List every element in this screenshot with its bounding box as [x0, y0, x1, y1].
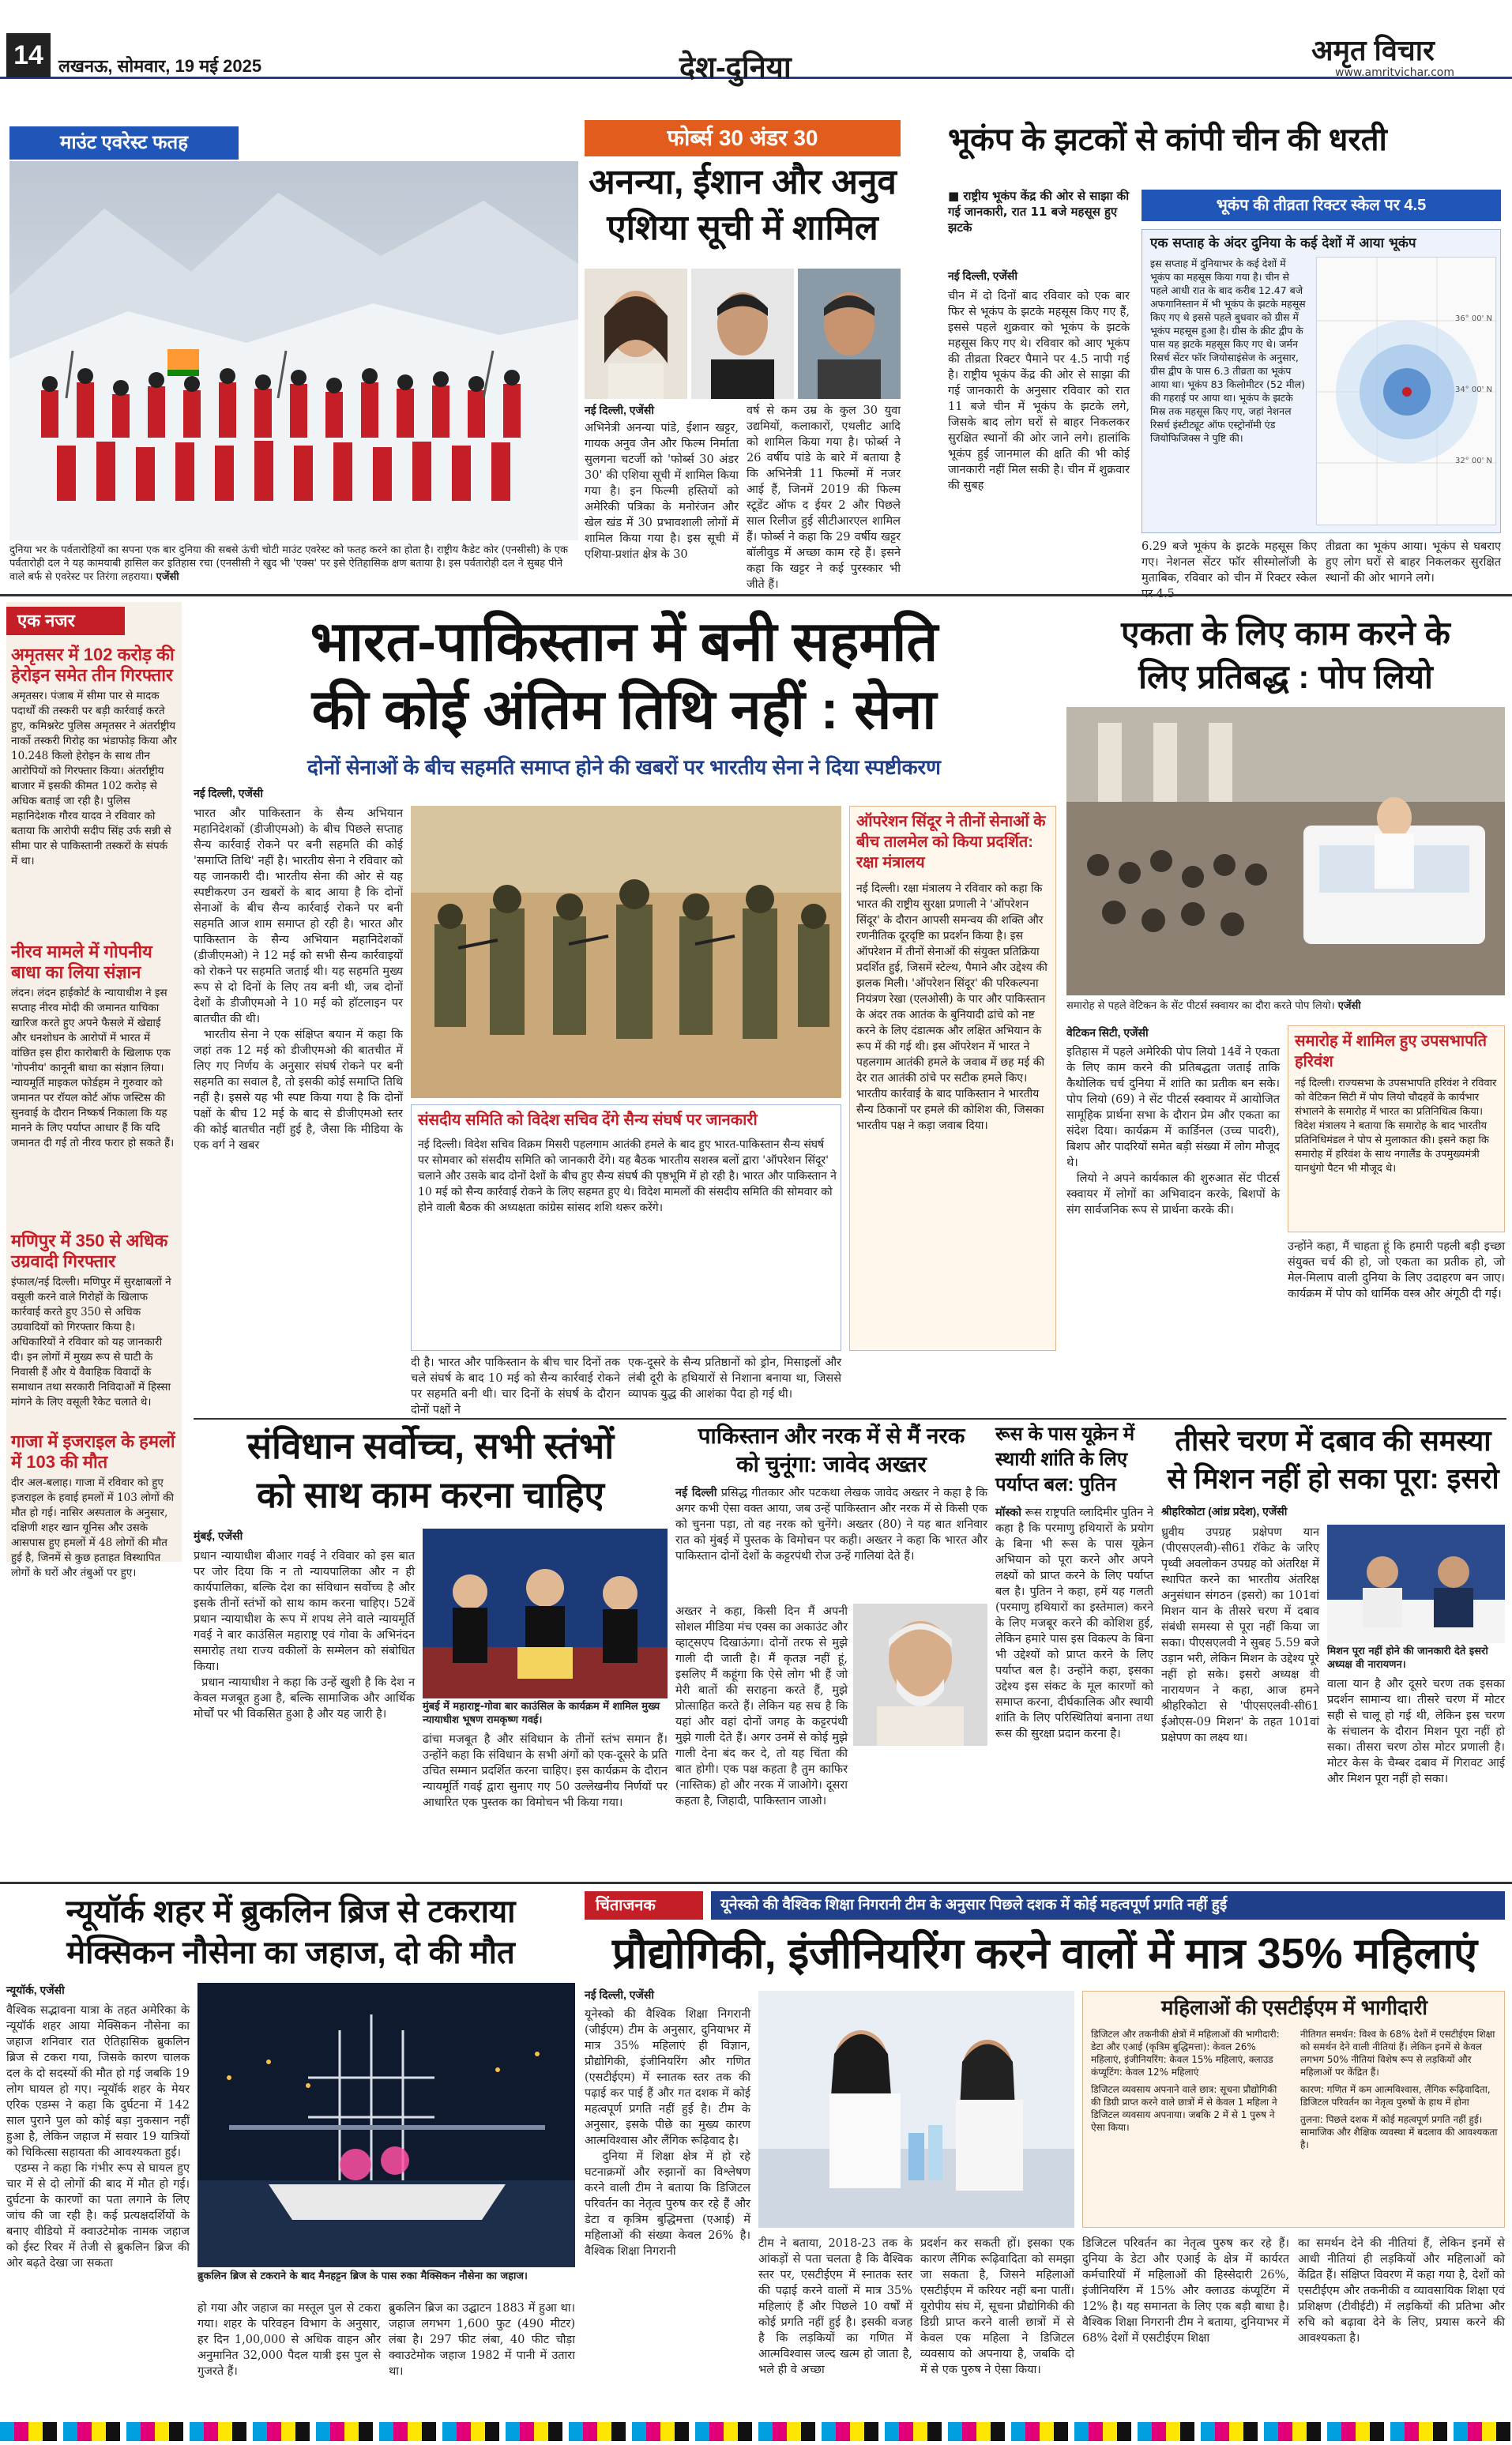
- stem-box-item-1: डिजिटल और तकनीकी क्षेत्रों में महिलाओं की भागीदारी: डेटा और एआई (कृत्रिम बुद्धिमत्ता): केवल 26% महिलाएं, इंजीनियरिंग: केवल 15% महिलाएं, क्लाउड कंप्यूटिंग: केवल 12% महिलाएं: [1091, 2029, 1280, 2078]
- brooklyn-byline: न्यूयॉर्क, एजेंसी: [6, 1984, 65, 1996]
- masthead: [0, 0, 1512, 85]
- isro-headline-2: से मिशन नहीं हो सका पूरा: इसरो: [1167, 1462, 1499, 1495]
- constitution-headline-2: को साथ काम करना चाहिए: [256, 1474, 604, 1515]
- quake-map: [1316, 257, 1496, 525]
- stem-tag: चिंताजनक: [585, 1891, 703, 1920]
- section-title: देश-दुनिया: [679, 51, 792, 85]
- forbes-photos: [585, 269, 901, 399]
- stem-box-item-2: डिजिटल व्यवसाय अपनाने वाले छात्र: सूचना प्रौद्योगिकी की डिग्री प्राप्त करने वाले छात्रों में से केवल 1 महिला ने डिजिटल व्यवसाय अपनाया। जबकि 2 में से 1 पुरुष ने ऐसा किया।: [1091, 2084, 1277, 2133]
- brief-body-4: दीर अल-बलाह। गाजा में रविवार को हुए इजराइल के हवाई हमलों में 103 लोगों की मौत हो गई। नासिर अस्पताल के अनुसार, दक्षिणी शहर खान यूनिस और उसके आसपास हुए हमलों में 48 लोगों की मौत हुई है, जिनमें से कुछ हताहत विस्थापित लोगों के घरों और तंबुओं पर हुए।: [11, 1476, 178, 1579]
- constitution-col-2: ढांचा मजबूत है और संविधान के तीनों स्तंभ समान हैं। उन्होंने कहा कि संविधान के सभी अंगों को एक-दूसरे के प्रति उचित सम्मान प्रदर्शित करना चाहिए। इस कार्यक्रम के दौरान न्यायमूर्ति गवई द्वारा सुनाए गए 50 उल्लेखनीय निर्णयों पर आधारित एक पुस्तक का विमोचन भी किया गया।: [423, 1733, 671, 1809]
- op-body: नई दिल्ली। रक्षा मंत्रालय ने रविवार को कहा कि भारत की राष्ट्रीय सुरक्षा प्रणाली ने 'ऑपरेशन सिंदूर' के दौरान आपसी समन्वय की शक्ति और रणनीतिक दूरदृष्टि का प्रदर्शन किया है। इस ऑपरेशन में तीनों सेनाओं की संयुक्त प्रतिक्रिया प्रदर्शित हुई, जिसमें स्टेल्थ, पैमाने और उद्देश्य की झलक मिली। 'ऑपरेशन सिंदूर' की परिकल्पना नियंत्रण रेखा (एलओसी) के पार और पाकिस्तान के अंदर तक आतंक के बुनियादी ढांचे को नष्ट करने के लिए दंडात्मक और लक्षित अभियान के रूप में की गई थी। इस ऑपरेशन में भारत ने पहलगाम आतंकी हमले के जवाब में छह मई की देर रात आतंकी ठांचे पर सटीक हमले किए। भारतीय कार्रवाई के बाद पाकिस्तान ने भारतीय सैन्य ठिकानों पर हमले की कोशिश की, जिसका भारतीय पक्ष ने कड़ा जवाब दिया।: [856, 882, 1051, 1132]
- quake-col-3: तीव्रता का भूकंप आया। भूकंप से घबराए हुए लोग घरों से बाहर निकलकर सुरक्षित स्थानों की ओर भागने लगे।: [1326, 540, 1505, 585]
- quake-box: [1142, 229, 1501, 533]
- akhtar-headline-1: पाकिस्तान और नरक में से मैं नरक: [698, 1424, 965, 1448]
- forbes-byline: नई दिल्ली, एजेंसी: [585, 404, 655, 416]
- stem-col-2: टीम ने बताया, 2018-23 तक के आंकड़ों से पता चलता है कि वैश्विक स्तर पर, एसटीईएम में स्नातक स्तर की पढ़ाई करने वालों में मात्र 35% महिलाएं हैं और पिछले 10 वर्षों में कोई प्रगति नहीं हुई है। इसकी वजह है कि लड़कियों का गणित में आत्मविश्वास जल्द खत्म हो जाता है, भले ही वे अच्छा: [758, 2237, 916, 2376]
- forbes-col-2: वर्ष से कम उम्र के कुल 30 युवा उद्यमियों, कलाकारों, एथलीट आदि को शामिल किया गया है। फोर्ब्स ने 26 वर्षीय पांडे के बारे में बताया है कि अभिनेत्री 11 फिल्मों में नजर आई हैं, जिनमें 2019 की फिल्म स्टूडेंट ऑफ द ईयर 2 और पिछले साल रिलीज हुई सीटीआरएल शामिल हैं। फोर्ब्स ने कहा कि 29 वर्षीय खट्टर बॉलीवुड में अच्छा काम रहे हैं। इसने कहा कि खट्टर ने कई पुरस्कार भी जीते हैं।: [747, 404, 905, 591]
- brooklyn-headline-2: मेक्सिकन नौसेना का जहाज, दो की मौत: [66, 1935, 515, 1970]
- putin-col-text: रूस राष्ट्रपति व्लादिमीर पुतिन ने कहा है कि परमाणु हथियारों के प्रयोग के बिना भी रूस के पास यूक्रेन अभियान को पूरा करने और अपने लक्ष्यों को प्राप्त करने के लिए पर्याप्त बल है। पुतिन ने कहा, हमें यह गलती (परमाणु हथियारों का इस्तेमाल) करने के लिए मजबूर करने की कोशिश हुई, लेकिन हमारे पास इस विकल्प के बिना भी उद्देश्यों को प्राप्त करने के लिए पर्याप्त बल है। उन्होंने कहा, इसका उद्देश्य इस संकट के मूल कारणों को समाप्त करना, दीर्घकालिक और स्थायी शांति के लिए परिस्थितियां बनाना तथा रूस की सुरक्षा प्रदान करना है।: [995, 1506, 1157, 1740]
- brooklyn-headline-1: न्यूयॉर्क शहर में ब्रुकलिन ब्रिज से टकराया: [66, 1894, 516, 1929]
- isro-headline-1: तीसरे चरण में दबाव की समस्या: [1175, 1424, 1491, 1457]
- isro-photo: [1327, 1525, 1505, 1643]
- everest-tag: माउंट एवरेस्ट फतह: [9, 126, 239, 160]
- parliament-box: [411, 1104, 841, 1351]
- pope-col-1: इतिहास में पहले अमेरिकी पोप लियो 14वें ने एकता के लिए काम करने की प्रतिबद्धता जताई ताकि कैथोलिक चर्च दुनिया में शांति का प्रतीक बन सके। पोप लियो (69) ने सेंट पीटर्स स्क्वायर में आयोजित सामूहिक प्रार्थना सभा के दौरान प्रेम और एकता का संदेश दिया। कार्यक्रम में कार्डिनल (उच्च पादरी), बिशप और पादरियों समेत बड़ी संख्या में लोग मौजूद थे। लियो ने अपने कार्यकाल की शुरुआत सेंट पीटर्स स्क्वायर में लोगों का अभिवादन करके, बिशपों के संग सार्वजनिक रूप से प्रार्थना करके की।: [1066, 1046, 1281, 1217]
- op-head: ऑपरेशन सिंदूर ने तीनों सेनाओं के बीच तालमेल को किया प्रदर्शित: रक्षा मंत्रालय: [856, 813, 1046, 871]
- akhtar-photo: [853, 1604, 987, 1746]
- army-photo: [411, 806, 841, 1098]
- quake-box-head: एक सप्ताह के अंदर दुनिया के कई देशों में आया भूकंप: [1150, 235, 1416, 251]
- everest-credit: एजेंसी: [156, 571, 179, 583]
- stem-box-title: महिलाओं की एसटीईएम में भागीदारी: [1161, 1995, 1427, 2019]
- lead-strap: दोनों सेनाओं के बीच सहमति समाप्त होने की खबरों पर भारतीय सेना ने दिया स्पष्टीकरण: [307, 755, 941, 779]
- cji-photo: [423, 1529, 668, 1698]
- sub-body: नई दिल्ली। विदेश सचिव विक्रम मिसरी पहलगाम आतंकी हमले के बाद हुए भारत-पाकिस्तान सैन्य संघर्ष पर सोमवार को संसदीय समिति को जानकारी देंगे। यह बैठक भारतीय सशस्त्र बलों द्वारा 'ऑपरेशन सिंदूर' चलाने और उसके बाद दोनों देशों के बीच हुए सैन्य संघर्ष की पृष्ठभूमि में हो रही है। भारत और पाकिस्तान ने 10 मई को सैन्य कार्रवाई रोकने के लिए सहमत हुए थे। विदेश मामलों की संसदीय समिति की सोमवार को होने वाली बैठक की अध्यक्षता कांग्रेस सांसद शशि थरूर करेंगे।: [418, 1138, 841, 1214]
- map-lat-2: 34° 00' N: [1454, 386, 1492, 394]
- stem-box-item-5: तुलना: पिछले दशक में कोई महत्वपूर्ण प्रगति नहीं हुई। सामाजिक और शैक्षिक व्यवस्था में बदलाव की आवश्यकता है।: [1300, 2114, 1498, 2150]
- forbes-headline-2: एशिया सूची में शामिल: [607, 209, 878, 247]
- lead-col-1: भारत और पाकिस्तान के सैन्य अभियान महानिदेशकों (डीजीएमओ) के बीच पिछले सप्ताह सैन्य कार्रवाई रोकने पर बनी सहमति की कोई 'समाप्ति तिथि' नहीं है। भारतीय सेना ने रविवार को यह जानकारी दी। भारतीय सेना की ओर से यह स्पष्टीकरण उन खबरों के बाद आया है कि दोनों सेनाओं के बीच सैन्य कार्रवाई रोकने पर बनी सहमति आज शाम समाप्त हो रही है। भारत और पाकिस्तान के सैन्य अभियान महानिदेशकों (डीजीएमओ) ने 12 मई को सभी सैन्य कार्रवाइयों को रोकने पर सहमति जताई थी। यह सहमति मुख्य रूप से दो दिनों के लिए तय बनी थी, जब दोनों देशों के डीजीएमओ ने 10 मई को हॉटलाइन पर बातचीत की थी। भारतीय सेना ने एक संक्षिप्त बयान में कहा कि जहां तक 12 मई को डीजीएमओ की बातचीत में लिए गए निर्णय के अनुसार संघर्ष रोकने पर बनी सहमति का सवाल है, तो इसकी कोई समाप्ति तिथि नहीं है। इससे यह भी स्पष्ट किया गया है कि दोनों पक्षों के बीच 12 मई के बाद से डीजीएमओ स्तर की कोई बातचीत नहीं हुई है, जैसा कि मीडिया के एक वर्ग ने खबर: [194, 807, 404, 1152]
- lead-byline: नई दिल्ली, एजेंसी: [194, 787, 264, 799]
- harivansh-box: [1288, 1025, 1505, 1232]
- brief-body-2: लंदन। लंदन हाईकोर्ट के न्यायाधीश ने इस सप्ताह नीरव मोदी की जमानत याचिका खारिज करते हुए अपने फैसले में खेद्याई और धनशोधन के आरोपों में भारत में वांछित इस हीरा कारोबारी के खिलाफ एक 'गोपनीय' कानूनी बाधा का संज्ञान लिया। न्यायमूर्ति माइकल फोर्डहम ने गुरुवार को जमानत पर रॉयल कोर्ट ऑफ जस्टिस की सुनवाई के दौरान निष्कर्ष निकाला कि यह मानने के लिए पर्याप्त आधार हैं कि यदि जमानत दी गई तो नीरव फरार हो सकते हैं।: [11, 987, 175, 1149]
- pope-byline: वेटिकन सिटी, एजेंसी: [1066, 1026, 1149, 1039]
- brooklyn-col-3: ब्रुकलिन ब्रिज का उद्घाटन 1883 में हुआ था। जहाज लगभग 1,600 फुट (490 मीटर) लंबा है। 297 फीट लंबा, 40 फीट चौड़ा क्वाउटेमोक जहाज 1982 में पानी में उतारा था।: [389, 2302, 579, 2378]
- isro-col-1: ध्रुवीय उपग्रह प्रक्षेपण यान (पीएसएलवी)-सी61 रॉकेट के जरिए पृथ्वी अवलोकन उपग्रह को अंतरिक्ष में स्थापित करने का भारतीय अंतरिक्ष अनुसंधान संगठन (इसरो) का 101वां मिशन यान के तीसरे चरण में दबाव संबंधी समस्या से पूरा नहीं किया जा सका। पीएसएलवी ने सुबह 5.59 बजे उड़ान भरी, लेकिन मिशन के उद्देश्य पूरे नहीं हो सके। इसरो अध्यक्ष वी नारायणन ने कहा, आज हमने श्रीहरिकोटा से 'पीएसएलवी-सी61 ईओएस-09 मिशन' के तहत 101वां प्रक्षेपण का लक्ष्य था।: [1161, 1526, 1323, 1744]
- quake-headline: भूकंप के झटकों से कांपी चीन की धरती: [948, 122, 1387, 157]
- brief-body-3: इंफाल/नई दिल्ली। मणिपुर में सुरक्षाबलों ने वसूली करने वाले गिरोहों के खिलाफ कार्रवाई करते हुए 350 से अधिक उग्रवादियों को गिरफ्तार किया है। अधिकारियों ने रविवार को यह जानकारी दी। इन लोगों में मुख्य रूप से घाटी के निवासी हैं और ये वैवाहिक विवादों के समाधान तथा सरकारी निविदाओं में हिस्सा मांगने के लिए वसूली रैकेट चलाते थे।: [11, 1276, 175, 1409]
- pope-credit: एजेंसी: [1337, 1000, 1361, 1012]
- quake-strap: ■ राष्ट्रीय भूकंप केंद्र की ओर से साझा की गई जानकारी, रात 11 बजे महसूस हुए झटके: [948, 189, 1130, 235]
- pope-box-head: समारोह में शामिल हुए उपसभापति हरिवंश: [1295, 1033, 1488, 1070]
- akhtar-headline-2: को चुनूंगा: जावेद अख्तर: [736, 1452, 927, 1476]
- quake-byline: नई दिल्ली, एजेंसी: [948, 269, 1018, 282]
- pope-caption: [1066, 999, 1505, 1013]
- lead-headline-2: की कोई अंतिम तिथि नहीं : सेना: [311, 679, 937, 740]
- print-color-bar: [0, 2422, 1512, 2441]
- quake-col-2: 6.29 बजे भूकंप के झटके महसूस किए गए। नेशनल सेंटर फॉर सीस्मोलॉजी के मुताबिक, रविवार को चीन में रिक्टर स्केल: [1142, 540, 1317, 585]
- akhtar-byline: नई दिल्ली: [675, 1486, 717, 1499]
- akhtar-col-2: अख्तर ने कहा, किसी दिन मैं अपनी सोशल मीडिया मंच एक्स का अकाउंट और व्हाट्सएप दिखाऊंगा। दोनों तरफ से मुझे गाली दी जाती है। मैं कृतज्ञ नहीं हूं, इसलिए मैं कहूंगा कि ऐसे लोग भी हैं जो मेरी बातों की सराहना करते हैं, मुझे प्रोत्साहित करते हैं। लेकिन यह सच है कि यहां और वहां दोनों जगह के कट्टरपंथी मुझे गाली देते हैं। अगर उनमें से कोई मुझे गाली देना बंद कर दे, तो यह चिंता की बात होगी। एक पक्ष कहता है तुम काफिर (नास्तिक) हो और नरक में जाओगे। दूसरा कहता है, जिहादी, पाकिस्तान जाओ।: [675, 1605, 852, 1807]
- akhtar-col-1-text: प्रसिद्ध गीतकार और पटकथा लेखक जावेद अख्तर ने कहा है कि अगर कभी ऐसा वक्त आया, जब उन्हें पाकिस्तान और नरक में से किसी एक को चुनना पड़ा, तो वह नरक को चुनेंगे। अख्तर (80) ने यह बात शनिवार रात को मुंबई में पुस्तक के विमोचन पर कही। अख्तर ने कहा कि भारत और पाकिस्तान दोनों देशों के कट्टरपंथी रोज उन्हें गालियां देते हैं।: [675, 1487, 991, 1563]
- pope-headline-2: लिए प्रतिबद्ध : पोप लियो: [1138, 658, 1433, 695]
- brooklyn-caption: ब्रुकलिन ब्रिज से टकराने के बाद मैनहट्टन ब्रिज के पास रुका मैक्सिकन नौसेना का जहाज।: [197, 2270, 528, 2282]
- isro-byline: श्रीहरिकोटा (आंध्र प्रदेश), एजेंसी: [1161, 1505, 1288, 1518]
- pope-caption-text: समारोह से पहले वेटिकन के सेंट पीटर्स स्क्वायर का दौरा करते पोप लियो।: [1066, 1000, 1335, 1012]
- brooklyn-col-1: वैश्विक सद्भावना यात्रा के तहत अमेरिका के न्यूयॉर्क शहर आया मेक्सिकन नौसेना का जहाज शनिवार रात ऐतिहासिक ब्रुकलिन ब्रिज से टकरा गया, जिसके कारण चालक दल के दो सदस्यों की मौत हो गई जबकि 19 लोग घायल हो गए। न्यूयॉर्क शहर के मेयर एरिक एडम्स ने कहा कि दुर्घटना में 142 साल पुराने पुल को कोई बड़ा नुकसान नहीं हुआ है, लेकिन जहाज में सवार 19 यात्रियों को चिकित्सा सहायता की आवश्यकता हुई। एडम्स ने कहा कि गंभीर रूप से घायल हुए चार में से दो लोगों की बाद में मौत हो गई। दुर्घटना के कारणों का पता लगाने के लिए जांच की जा रही है। कई प्रत्यक्षदर्शियों के बनाए वीडियो में क्वाउटेमोक नामक जहाज को ईस्ट रिवर में तेजी से ब्रुकलिन ब्रिज की ओर बढ़ते देखा जा सकता: [6, 2004, 190, 2270]
- forbes-headline-1: अनन्या, ईशान और अनुव: [589, 163, 897, 201]
- stem-box-col-1: [1091, 2028, 1288, 2225]
- constitution-caption: मुंबई में महाराष्ट्र-गोवा बार काउंसिल के कार्यक्रम में शामिल मुख्य न्यायाधीश भूषण रामकृष्ण गवई।: [423, 1701, 660, 1726]
- everest-photo: [9, 161, 578, 540]
- stem-strap: यूनेस्को की वैश्विक शिक्षा निगरानी टीम के अनुसार पिछले दशक में कोई महत्वपूर्ण प्रगति नहीं हुई: [711, 1891, 1505, 1920]
- stem-col-1: यूनेस्को की वैश्विक शिक्षा निगरानी (जीईएम) टीम के अनुसार, दुनियाभर में मात्र 35% महिलाएं ही विज्ञान, प्रौद्योगिकी, इंजीनियरिंग और गणित (एसटीईएम) में स्नातक स्तर तक की पढ़ाई कर पाई हैं और गत दशक में कोई महत्वपूर्ण प्रगति नहीं हुई है। टीम के अनुसार, इसके पीछे का मुख्य कारण आत्मविश्वास और लैंगिक रूढ़िवाद है। दुनिया में शिक्षा क्षेत्र में हो रहे घटनाक्रमों और रुझानों का विश्लेषण करने वाली टीम ने बताया कि डिजिटल परिवर्तन का नेतृत्व पुरुष कर रहे हैं और डेटा व कृत्रिम बुद्धिमत्ता (एआई) में महिलाओं की संख्या केवल 26% है। वैश्विक शिक्षा निगरानी: [585, 2008, 750, 2258]
- briefs-sidebar: [6, 602, 182, 1579]
- brand-url[interactable]: www.amritvichar.com: [1335, 66, 1455, 79]
- divider-bottom: [0, 1882, 1512, 1884]
- isro-caption: मिशन पूरा नहीं होने की जानकारी देते इसरो अध्यक्ष वी नारायणन।: [1327, 1646, 1488, 1671]
- page-number: 14: [6, 33, 51, 77]
- stem-headline: प्रौद्योगिकी, इंजीनियरिंग करने वालों में मात्र 35% महिलाएं: [612, 1930, 1477, 1977]
- stem-col-4: डिजिटल परिवर्तन का नेतृत्व पुरुष कर रहे हैं। दुनिया के डेटा और एआई के क्षेत्र में कार्यरत कर्मचारियों में महिलाओं की हिस्सेदारी 26%, इंजीनियरिंग में 15% और क्लाउड कंप्यूटिंग में 12% है। यह समानता के लिए एक बड़ी बाधा है। वैश्विक शिक्षा निगरानी टीम ने बताया, दुनियाभर में 68% देशों में एसटीईएम शिक्षा: [1082, 2237, 1293, 2345]
- brief-head-2: नीरव मामले में गोपनीय बाधा का लिया संज्ञान: [11, 942, 152, 982]
- stem-box-item-3: नीतिगत समर्थन: विश्व के 68% देशों में एसटीईएम शिक्षा को समर्थन देने वाली नीतियां हैं। लेकिन इनमें से केवल लगभग 50% नीतियां विशेष रूप से लड़कियों और महिलाओं पर केंद्रित हैं।: [1300, 2029, 1495, 2078]
- stem-photo: [758, 1991, 1074, 2228]
- stem-box-col-2: [1300, 2028, 1498, 2225]
- akhtar-col-1: [675, 1485, 991, 1604]
- everest-caption-text: दुनिया भर के पर्वतारोहियों का सपना एक बार दुनिया की सबसे ऊंची चोटी माउंट एवरेस्ट को फतह करने का होता है। राष्ट्रीय कैडेट कोर (एनसीसी) के एक पर्वतारोही दल ने यह कामयाबी हासिल कर इतिहास रचा (एनसीसी ने खुद भी 'एक्स' पर इसे ऐतिहासिक क्षण बताया है। इस पर्वतारोही दल ने सुबह पीने वाले बर्फ से एवरेस्ट पर तिरंगा लहराया।: [9, 544, 568, 583]
- stem-box-item-4: कारण: गणित में कम आत्मविश्वास, लैंगिक रूढ़िवादिता, डिजिटल परिवर्तन का नेतृत्व पुरुषों के हाथ में होना: [1300, 2084, 1491, 2108]
- brief-head-3: मणिपुर में 350 से अधिक उग्रवादी गिरफ्तार: [11, 1231, 168, 1271]
- quake-strap-text: राष्ट्रीय भूकंप केंद्र की ओर से साझा की गई जानकारी, रात 11 बजे महसूस हुए झटके: [948, 189, 1130, 235]
- map-lat-1: 36° 00' N: [1454, 314, 1492, 323]
- divider-top: [0, 594, 1512, 596]
- isro-col-2: वाला यान है और दूसरे चरण तक इसका प्रदर्शन सामान्य था। तीसरे चरण में मोटर सही से चालू हो गई थी, लेकिन इस चरण के संचालन के दौरान मिशन पूरा नहीं हो सका। तीसरा चरण ठोस मोटर प्रणाली है। मोटर केस के चैम्बर दबाव में गिरावट आई और मिशन पूरा नहीं हो सका।: [1327, 1678, 1509, 1785]
- lead-col-end-1: दी है। भारत और पाकिस्तान के बीच चार दिनों तक चले संघर्ष के बाद 10 मई को सैन्य कार्रवाई रोकने पर सहमति बनी थी। चार दिनों के संघर्ष के दौरान दोनों पक्षों ने: [411, 1356, 624, 1416]
- map-lat-3: 32° 00' N: [1454, 457, 1492, 465]
- constitution-byline: मुंबई, एजेंसी: [194, 1529, 243, 1542]
- stem-col-5: का समर्थन देने की नीतियां हैं, लेकिन इनमें से आधी नीतियां ही लड़कियों और महिलाओं को केंद्रित हैं। संक्षिप्त विवरण में कहा गया है, देशों को एसटीईएम और तकनीकी व व्यावसायिक शिक्षा एवं प्रशिक्षण (टीवीईटी) में लड़कियों की प्रतिभा और रुचि को बढ़ावा देने के लिए, प्रयास करने की आवश्यकता है।: [1298, 2237, 1509, 2345]
- pope-headline-1: एकता के लिए काम करने के: [1121, 615, 1450, 652]
- quake-col-1: चीन में दो दिनों बाद रविवार को एक बार फिर से भूकंप के झटके महसूस किए गए हैं, इससे पहले शुक्रवार को भूकंप के झटके महसूस किए गए थे। रविवार को आए भूकंप की तीव्रता रिक्टर पैमाने पर 4.5 नापी गई है। राष्ट्रीय भूकंप केंद्र की ओर से साझा की गई जानकारी के अनुसार रविवार को रात 11 बजे चीन में भूकंप के झटके लगे, जिसके बाद लोग घरों से बाहर निकलकर सुरक्षित स्थानों की ओर जाने लगे। हालांकि भूकंप हुई जानमाल की क्षति की भी कोई जानकारी नहीं मिल सकी है। चीन में शुक्रवार की सुबह: [948, 290, 1134, 492]
- putin-headline: रूस के पास यूक्रेन में स्थायी शांति के लिए पर्याप्त बल: पुतिन: [995, 1424, 1135, 1495]
- quake-box-text: इस सप्ताह में दुनियाभर के कई देशों में भूकंप का महसूस किया गया है। चीन से पहले आधी रात के बाद करीब 12.47 बजे अफगानिस्तान में भी भूकंप के झटके महसूस किए गए थे इससे पहले बुधवार को ग्रीस में भूकंप महसूस हुआ है। ग्रीस के क्रीट द्वीप के पास यह झटके महसूस किए गए थे। जर्मन रिसर्च सेंटर फॉर जियोसाइंसेज के अनुसार, ग्रीस द्वीप के पास 6.3 तीव्रता का भूकंप आया था। भूकंप 83 किलोमीटर (52 मील) की गहराई पर आया था। भूकंप के झटके मिस्र तक महसूस किए गए, जहां नेशनल रिसर्च इंस्टीट्यूट ऑफ एस्ट्रोनॉमी एंड जियोफिजिक्स ने पुष्टि की।: [1150, 258, 1306, 444]
- brief-head-1: अमृतसर में 102 करोड़ की हेरोइन समेत तीन गिरफ्तार: [11, 645, 175, 685]
- forbes-tag: फोर्ब्स 30 अंडर 30: [585, 120, 901, 156]
- quake-graphic-bar: भूकंप की तीव्रता रिक्टर स्केल पर 4.5: [1142, 190, 1501, 221]
- brief-head-4: गाजा में इजराइल के हमलों में 103 की मौत: [11, 1431, 175, 1472]
- putin-col: [995, 1505, 1157, 1872]
- operation-sindoor-box: [849, 806, 1056, 1351]
- briefs-tag: एक नजर: [6, 607, 125, 635]
- brooklyn-col-2: हो गया और जहाज का मस्तूल पुल से टकरा गया। शहर के परिवहन विभाग के अनुसार, हर दिन 1,00,000 से अधिक वाहन और अनुमानित 32,000 पैदल यात्री इस पुल से गुजरते हैं।: [197, 2302, 385, 2378]
- stem-col-3: प्रदर्शन कर सकती हों। इसका एक कारण लैंगिक रूढ़िवादिता को समझा जा सकता है, जिसने महिलाओं एसटीईएम में करियर नहीं बना पातीं। यूरोपीय संघ में, सूचना प्रौद्योगिकी की डिग्री प्राप्त करने वाली छात्रों में से केवल एक महिला ने डिजिटल व्यवसाय को अपनाया है, जबकि दो में से एक पुरुष ने ऐसा किया।: [920, 2237, 1078, 2376]
- forbes-col-1: अभिनेत्री अनन्या पांडे, ईशान खट्टर, गायक अनुव जैन और फिल्म निर्माता सुलगना चटर्जी को 'फोर्ब्स 30 अंडर 30' की एशिया सूची में शामिल किया गया है। इन फिल्मी हस्तियों को अमेरिकी पत्रिका के मनोरंजन और खेल खंड में 30 प्रभावशाली लोगों में शामिल किया गया है। इस सूची में एशिया-प्रशांत क्षेत्र के 30: [585, 422, 743, 561]
- brand-logo: अमृत विचार: [1311, 34, 1435, 66]
- pope-photo: [1066, 707, 1505, 995]
- stem-byline: नई दिल्ली, एजेंसी: [585, 1988, 655, 2001]
- brief-body-1: अमृतसर। पंजाब में सीमा पार से मादक पदार्थों की तस्करी पर बड़ी कार्रवाई करते हुए, कमिश्नरेट पुलिस अमृतसर ने अंतर्राष्ट्रीय नार्को तस्करी गिरोह का भंडाफोड़ किया और 10.248 किलो हेरोइन के साथ तीन आरोपियों को गिरफ्तार किया। अंतर्राष्ट्रीय बाजार में इसकी कीमत 102 करोड़ से अधिक बताई जा रही है। पुलिस महानिदेशक गौरव यादव ने रविवार को बताया कि आरोपी सदीप सिंह उर्फ सन्नी से सीमा पार से पाकिस्तानी तस्करों के संपर्क में था।: [11, 690, 181, 867]
- brooklyn-photo: [197, 1983, 575, 2267]
- pope-col-3: उन्होंने कहा, मैं चाहता हूं कि हमारी पहली बड़ी इच्छा संयुक्त चर्च की हो, जो एकता का प्रतीक हो, जो मेल-मिलाप वाली दुनिया के लिए उदाहरण बन जाए। कार्यक्रम में पोप को धार्मिक वस्त्र और अंगूठी दी गई।: [1288, 1240, 1509, 1300]
- stem-box: [1082, 1991, 1505, 2228]
- dateline: लखनऊ, सोमवार, 19 मई 2025: [58, 56, 262, 76]
- constitution-headline-1: संविधान सर्वोच्च, सभी स्तंभों: [246, 1425, 615, 1466]
- divider-mid: [194, 1418, 1506, 1420]
- pope-box-body: नई दिल्ली। राज्यसभा के उपसभापति हरिवंश ने रविवार को वेटिकन सिटी में पोप लियो चौदहवें के कार्यभार संभालने के समारोह में भारत का प्रतिनिधित्व किया। विदेश मंत्रालय ने बताया कि समारोह के बाद भारतीय प्रतिनिधिमंडल ने पोप से मुलाकात की। इसने कहा कि समारोह में हरिवंश के साथ नगालैंड के उपमुख्यमंत्री यानथुंगो पैटन भी मौजूद थे।: [1295, 1078, 1500, 1175]
- lead-col-end-2: एक-दूसरे के सैन्य प्रतिष्ठानों को ड्रोन, मिसाइलों और लंबी दूरी के हथियारों से निशाना बनाया था, जिससे व्यापक युद्ध की आशंका पैदा हो गई थी।: [628, 1356, 845, 1401]
- everest-caption: [9, 544, 578, 586]
- lead-headline-1: भारत-पाकिस्तान में बनी सहमति: [310, 611, 938, 672]
- constitution-col-1: प्रधान न्यायाधीश बीआर गवई ने रविवार को इस बात पर जोर दिया कि न तो न्यायपालिका और न ही कार्यपालिका, बल्कि देश का संविधान सर्वोच्च है और इसके तीनों स्तंभों को साथ काम करना चाहिए। 52वें प्रधान न्यायाधीश के रूप में शपथ लेने वाले न्यायमूर्ति गवई ने बार काउंसिल महाराष्ट्र एवं गोवा के अभिनंदन समारोह तथा राज्य वकीलों के सम्मेलन को संबोधित किया। प्रधान न्यायाधीश ने कहा कि उन्हें खुशी है कि देश न केवल मजबूत हुआ है, बल्कि सामाजिक और आर्थिक मोर्चों पर भी विकसित हुआ है और यह जारी है।: [194, 1550, 416, 1721]
- putin-byline: मॉस्को: [995, 1506, 1021, 1519]
- sub-head: संसदीय समिति को विदेश सचिव देंगे सैन्य संघर्ष पर जानकारी: [418, 1112, 758, 1129]
